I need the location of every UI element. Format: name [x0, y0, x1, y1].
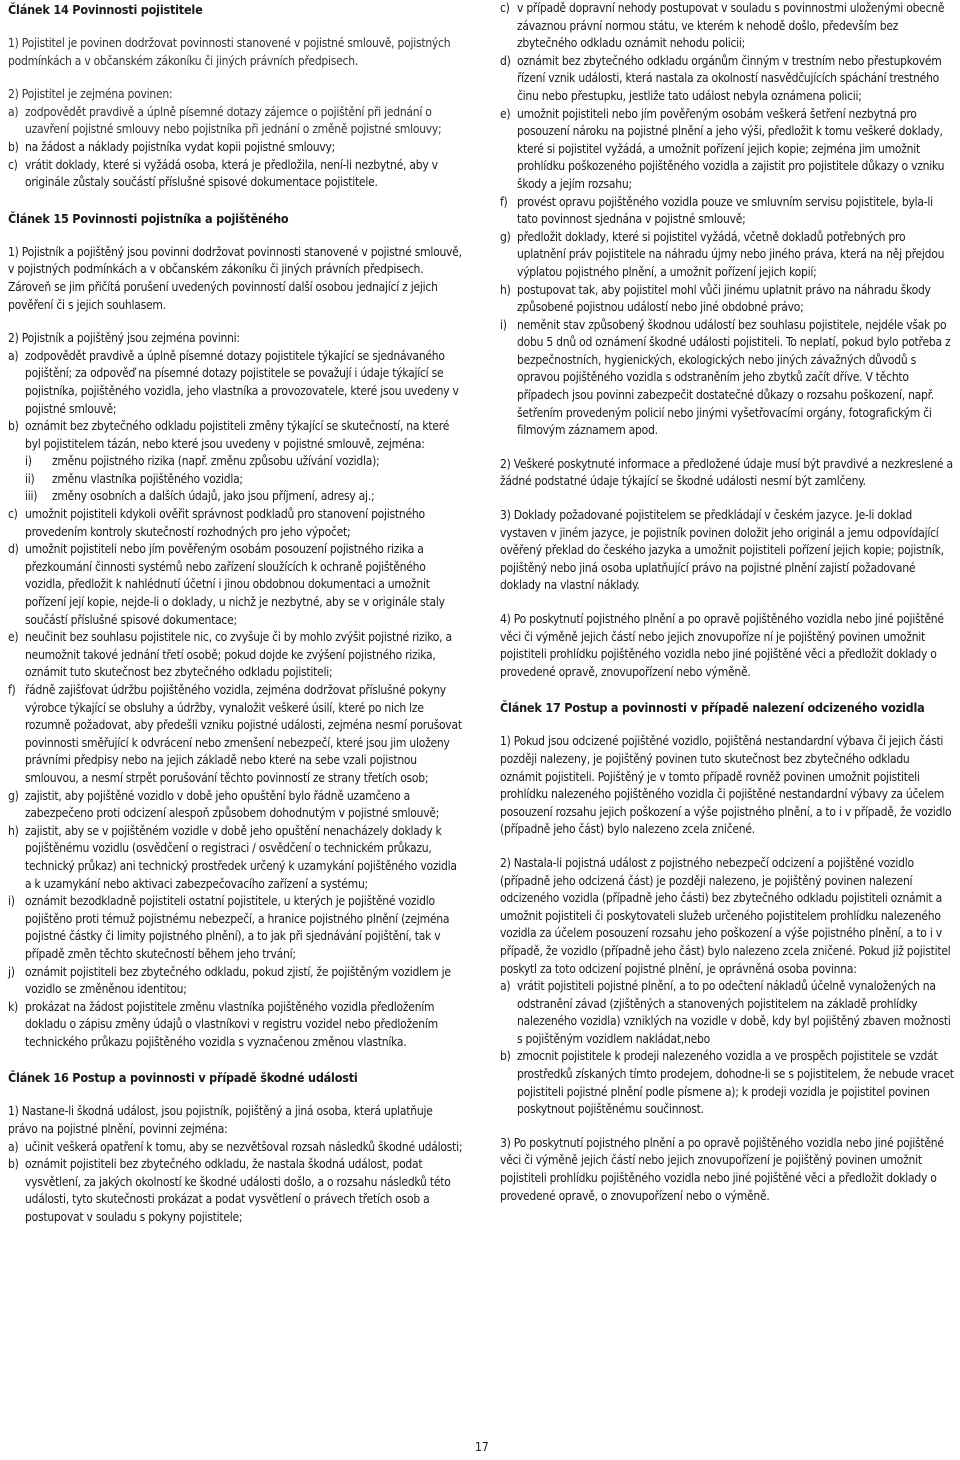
item-text: zodpovědět pravdivě a úplně písemné dotazy pojistitele týkající se sjednávaného pojištění; za odpověď na písemné dotazy pojistitele se považují i údaje týkající se pojistníka, pojištěného vozidla, jeho vlastníka a provozovatele, které jsou uvedeny v pojistné smlouvě; — [25, 348, 459, 416]
article-16-paragraph-3: 3) Doklady požadované pojistitelem se předkládají v českém jazyce. Je-li doklad vystaven v jiném jazyce, je pojistník povinen doložit jeho originál a jemu odpovídající ověřený překlad do českého jazyka a umožnit pojistiteli pořízení jejich kopie; pojistník, pojištěný nebo jiná osoba uplatňující právo na pojistné plnění zajistí požadované doklady na vlastní náklady. — [500, 508, 944, 593]
item-text: neměnit stav způsobený škodnou událostí bez souhlasu pojistitele, nejdéle však po dobu 5 dnů od oznámení škodné události pojistiteli. To neplatí, pokud bylo potřeba z bezpečnostních, hygienických, ekologických nebo jiných závažných důvodů s opravou pojištěného vozidla s odstraněním jeho zbytků začít dříve. V těchto případech jsou povinni zabezpečit dostatečné důkazy o rozsahu poškození, např. šetřením provedeným policií nebo jinými vyšetřovacími orgány, fotografickým či filmovým záznamem apod. — [517, 317, 951, 438]
list-item — [8, 964, 464, 999]
list-item — [8, 1156, 464, 1226]
item-text: oznámit bez zbytečného odkladu pojistiteli změny týkající se skutečností, na které byl pojistitelem tázán, nebo které jsou uvedeny v pojistné smlouvě, zejména: — [25, 419, 450, 451]
item-label: iii) — [25, 489, 38, 504]
article-15-paragraph-1: 1) Pojistník a pojištěný jsou povinni dodržovat povinnosti stanovené v pojistné smlouvě, v pojistných podmínkách a v občanském zákoníku či jiných právních předpisech. Zároveň se jim přičítá porušení uvedených povinností další osobou jednající z jejich pověření či s jejich souhlasem. — [8, 244, 462, 312]
item-text: prokázat na žádost pojistitele změnu vlastníka pojištěného vozidla předložením dokladu o zápisu změny údajů o vlastníkovi v registru vozidel nebo předložením technického průkazu pojištěného vozidla s vyznačenou změnou vlastníka. — [25, 999, 438, 1049]
left-column — [8, 0, 464, 1227]
item-label: d) — [500, 53, 511, 68]
list-item — [8, 999, 464, 1052]
list-item — [500, 978, 954, 1048]
sub-list-item — [8, 471, 464, 489]
sub-list-item — [8, 488, 464, 506]
article-17-paragraph-3: 3) Po poskytnutí pojistného plnění a po opravě pojištěného vozidla nebo jiné pojištěné věci či výměně jejich částí nebo jejich znovupořízení je pojištěný povinen umožnit pojistiteli prohlídku pojištěného vozidla nebo jiné pojištěné věci a předložit doklady o provedené opravě, o znovupořízení nebo o výměně. — [500, 1135, 944, 1203]
page-number: 17 — [475, 1440, 489, 1454]
list-item — [500, 0, 954, 53]
item-text: změny osobních a dalších údajů, jako jsou příjmení, adresy aj.; — [52, 489, 375, 504]
item-label: ii) — [25, 471, 35, 486]
item-text: zmocnit pojistitele k prodeji nalezeného vozidla a ve prospěch pojistitele se vzdát prostředků získaných tímto prodejem, dohodne-li se s pojistitelem, že nebude vracet pojistiteli pojistné plnění podle písmene a); k prodeji vozidla je pojistitel povinen poskytnout pojištěnému součinnost. — [517, 1049, 954, 1117]
item-text: změnu vlastníka pojištěného vozidla; — [52, 471, 243, 486]
item-label: h) — [500, 282, 511, 297]
item-label: f) — [500, 194, 508, 209]
item-text: vrátit doklady, které si vyžádá osoba, která je předložila, není-li nezbytné, aby v originále zůstaly součástí příslušné spisové dokumentace pojistitele. — [25, 157, 438, 190]
item-text: na žádost a náklady pojistníka vydat kopii pojistné smlouvy; — [25, 139, 336, 154]
item-label: d) — [8, 542, 19, 557]
list-item — [8, 682, 464, 788]
item-label: b) — [8, 1157, 19, 1172]
item-label: k) — [8, 999, 18, 1014]
item-label: h) — [8, 823, 19, 838]
item-label: b) — [8, 139, 19, 154]
item-label: b) — [500, 1049, 511, 1064]
item-label: c) — [500, 1, 510, 15]
item-text: provést opravu pojištěného vozidla pouze ve smluvním servisu pojistitele, byla-li tato povinnost sjednána v pojistné smlouvě; — [517, 194, 933, 227]
list-item — [8, 506, 464, 541]
item-label: i) — [8, 894, 15, 909]
item-text: řádně zajišťovat údržbu pojištěného vozidla, zejména dodržovat příslušné pokyny výrobce týkající se obsluhy a údržby, vynaložit veškeré úsilí, které po nich lze rozumně požadovat, aby předešli vzniku pojistné události, zejména nesmí porušovat povinnosti směřující k odvrácení nebo zmenšení nebezpečí, které jsou jim uloženy právními předpisy nebo na jejich základě nebo které na sebe vzali pojistnou smlouvou, a nesmí strpět porušování těchto povinností ze strany třetích osob; — [25, 683, 462, 785]
list-item — [8, 348, 464, 418]
item-label: c) — [8, 507, 18, 522]
list-item — [500, 229, 954, 282]
list-item — [8, 788, 464, 823]
list-item — [500, 106, 954, 194]
item-label: g) — [500, 229, 511, 244]
article-15-heading: Článek 15 Povinnosti pojistníka a pojištěného — [8, 210, 289, 226]
item-label: e) — [500, 106, 511, 121]
item-text: zodpovědět pravdivě a úplně písemné dotazy zájemce o pojištění při jednání o uzavření pojistné smlouvy nebo pojistníka při jednání o změně pojistné smlouvy; — [25, 104, 442, 137]
list-item — [500, 194, 954, 229]
list-item — [500, 1048, 954, 1118]
item-text: oznámit pojistiteli bez zbytečného odkladu, že nastala škodná událost, podat vysvětlení, za jakých okolností ke škodné události došlo, a o rozsahu následků této události, tyto skutečnosti prokázat a podat vysvětlení o právech třetích osob a postupovat v souladu s pokyny pojistitele; — [25, 1157, 451, 1225]
item-text: umožnit pojistiteli kdykoli ověřit správnost podkladů pro stanovení pojistného provedením kontroly skutečností rozhodných pro jeho výpočet; — [25, 507, 425, 539]
list-item — [8, 893, 464, 963]
list-item — [8, 1139, 464, 1157]
item-label: b) — [8, 419, 19, 434]
article-17-paragraph-1: 1) Pokud jsou odcizené pojištěné vozidlo, pojištěná nestandardní výbava či jejich části později nalezeny, je pojištěný povinen tuto skutečnost bez zbytečného odkladu oznámit pojistiteli. Pojištěný je v tomto případě rovněž povinen umožnit pojistiteli prohlídku nalezeného pojištěného vozidla či pojištěné nestandardní výbavy za účelem posouzení rozsahu jejich poškození a výše pojistného plnění, a to i v případě, že vozidlo (případně jeho část) bylo nalezeno zcela zničené. — [500, 734, 952, 837]
item-label: a) — [500, 979, 511, 994]
article-14-paragraph-2-intro: 2) Pojistitel je zejména povinen: — [8, 87, 173, 102]
item-label: i) — [500, 317, 507, 332]
item-label: g) — [8, 788, 19, 803]
list-item — [8, 418, 464, 453]
item-label: i) — [25, 454, 32, 469]
item-text: změnu pojistného rizika (např. změnu způsobu užívání vozidla); — [52, 454, 380, 469]
item-text: předložit doklady, které si pojistitel vyžádá, včetně dokladů potřebných pro uplatnění práv pojistitele na náhradu újmy nebo jiného práva, která na něj přejdou výplatou pojistného plnění, a umožnit pořízení jejich kopií; — [517, 229, 945, 279]
item-text: učinit veškerá opatření k tomu, aby se nezvětšoval rozsah následků škodné události; — [25, 1139, 463, 1154]
item-label: e) — [8, 630, 19, 645]
list-item — [8, 139, 464, 157]
item-text: umožnit pojistiteli nebo jím pověřeným osobám posouzení pojistného rizika a přezkoumání činnosti systémů nebo zařízení sloužících k ochraně pojištěného vozidla, předložit k nahlédnutí účetní i jinou obdobnou dokumentaci a umožnit pořízení její kopie, nejde-li o doklady, u nichž je nezbytné, aby se v originále staly součástí příslušné spisové dokumentace; — [25, 542, 445, 627]
item-label: j) — [8, 964, 15, 979]
list-item — [8, 541, 464, 629]
item-text: zajistit, aby se v pojištěném vozidle v době jeho opuštění nenacházely doklady k pojištěnému vozidlu (osvědčení o registraci / osvědčení o technickém průkazu, technický průkaz) ani technický prostředek určený k uzamykání pojištěného vozidla a k uzamykání nebo aktivaci zabezpečovacího zařízení a systému; — [25, 823, 457, 891]
item-text: v případě dopravní nehody postupovat v souladu s povinnostmi uloženými obecně závaznou právní normou státu, ve kterém k nehodě došlo, především bez zbytečného odkladu oznámit nehodu policii; — [517, 1, 945, 51]
item-label: c) — [8, 157, 18, 172]
item-label: a) — [8, 1139, 19, 1154]
article-14-heading: Článek 14 Povinnosti pojistitele — [8, 2, 203, 17]
article-16-paragraph-1-intro: 1) Nastane-li škodná událost, jsou pojistník, pojištěný a jiná osoba, která uplatňuje právo na pojistné plnění, povinni zejména: — [8, 1104, 433, 1137]
list-item — [500, 53, 954, 106]
item-text: neučinit bez souhlasu pojistitele nic, co zvyšuje či by mohlo zvýšit pojistné riziko, a neumožnit takové jednání třetí osobě; pokud dojde ke zvýšení pojistného rizika, oznámit tuto skutečnost bez zbytečného odkladu pojistiteli; — [25, 630, 452, 680]
item-text: postupovat tak, aby pojistitel mohl vůči jinému uplatnit právo na náhradu škody způsobené pojistnou událostí nebo jiné obdobné právo; — [517, 282, 931, 315]
sub-list-item — [8, 453, 464, 471]
item-text: oznámit bezodkladně pojistiteli ostatní pojistitele, u kterých je pojištěné vozidlo pojištěno proti témuž pojistnému nebezpečí, a hranice pojistného plnění (zejména pojistné částky či limity pojistného plnění), a to jak při sjednávání pojištění, tak v případě změn těchto skutečností během jeho trvání; — [25, 894, 450, 961]
item-label: f) — [8, 683, 16, 697]
article-15-paragraph-2-intro: 2) Pojistník a pojištěný jsou zejména povinni: — [8, 331, 240, 346]
article-16-heading: Článek 16 Postup a povinnosti v případě škodné události — [8, 1070, 358, 1086]
article-14-paragraph-1: 1) Pojistitel je povinen dodržovat povinnosti stanovené v pojistné smlouvě, pojistných podmínkách a v občanském zákoníku či jiných právních předpisech. — [8, 36, 451, 68]
item-text: oznámit pojistiteli bez zbytečného odkladu, pokud zjistí, že pojištěným vozidlem je vozidlo se změněnou identitou; — [25, 964, 451, 997]
list-item — [8, 157, 464, 192]
item-text: oznámit bez zbytečného odkladu orgánům činným v trestním nebo přestupkovém řízení vznik události, která nastala za okolností nasvědčujících spáchání trestného činu nebo přestupku, jestliže tato událost nebyla oznámena policii; — [517, 53, 942, 103]
list-item — [500, 317, 954, 440]
list-item — [8, 823, 464, 893]
article-17-paragraph-2-intro: 2) Nastala-li pojistná událost z pojistného nebezpečí odcizení a pojištěné vozidlo (případně jeho odcizená část) je později nalezeno, je pojištěný povinen nalezení odcizeného vozidla (případně jeho části) bez zbytečného odkladu pojistiteli oznámit a umožnit pojistiteli či poskytovateli služeb určeného pojistitelem prohlídku nalezeného vozidla za účelem posouzení rozsahu jeho poškození a výše pojistného plnění, a to i v případě, že vozidlo (případně jeho část) bylo nalezeno zcela zničené. Pokud již pojistitel poskytl za toto odcizení pojistné plnění, je oprávněná osoba povinna: — [500, 855, 951, 976]
list-item — [8, 104, 464, 139]
list-item — [500, 282, 954, 317]
item-text: zajistit, aby pojištěné vozidlo v době jeho opuštění bylo řádně uzamčeno a zabezpečeno proti odcizení alespoň způsobem dohodnutým v pojistné smlouvě; — [25, 788, 440, 821]
item-label: a) — [8, 348, 19, 363]
right-column — [500, 0, 954, 1205]
item-label: a) — [8, 104, 19, 119]
item-text: umožnit pojistiteli nebo jím pověřeným osobám veškerá šetření nezbytná pro posouzení nároku na pojistné plnění a jeho výši, předložit k tomu veškeré doklady, které si pojistitel vyžádá, a umožnit pořízení jejich kopie; zejména jim umožnit prohlídku poškozeného pojištěného vozidla a zajistit pro pojistitele důkazy o vzniku škody a jejím rozsahu; — [517, 106, 945, 191]
list-item — [8, 629, 464, 682]
item-text: vrátit pojistiteli pojistné plnění, a to po odečtení nákladů účelně vynaložených na odstranění závad (zjištěných a stanovených pojistitelem na základě prohlídky nalezeného vozidla) vzniklých na vozidle v době, kdy byl pojištěný zbaven možnosti s pojištěným vozidlem nakládat,nebo — [517, 979, 951, 1046]
article-17-heading: Článek 17 Postup a povinnosti v případě nalezení odcizeného vozidla — [500, 700, 925, 716]
article-16-paragraph-2: 2) Veškeré poskytnuté informace a předložené údaje musí být pravdivé a nezkreslené a žádné podstatné údaje týkající se škodné události nesmí být zamlčeny. — [500, 456, 953, 489]
article-16-paragraph-4: 4) Po poskytnutí pojistného plnění a po opravě pojištěného vozidla nebo jiné pojištěné věci či výměně jejich částí nebo jejich znovupoříze ní je pojištěný povinen umožnit pojistiteli prohlídku pojištěného vozidla nebo jiné pojištěné věci a předložit doklady o provedené opravě, znovupořízení nebo výměně. — [500, 612, 944, 679]
